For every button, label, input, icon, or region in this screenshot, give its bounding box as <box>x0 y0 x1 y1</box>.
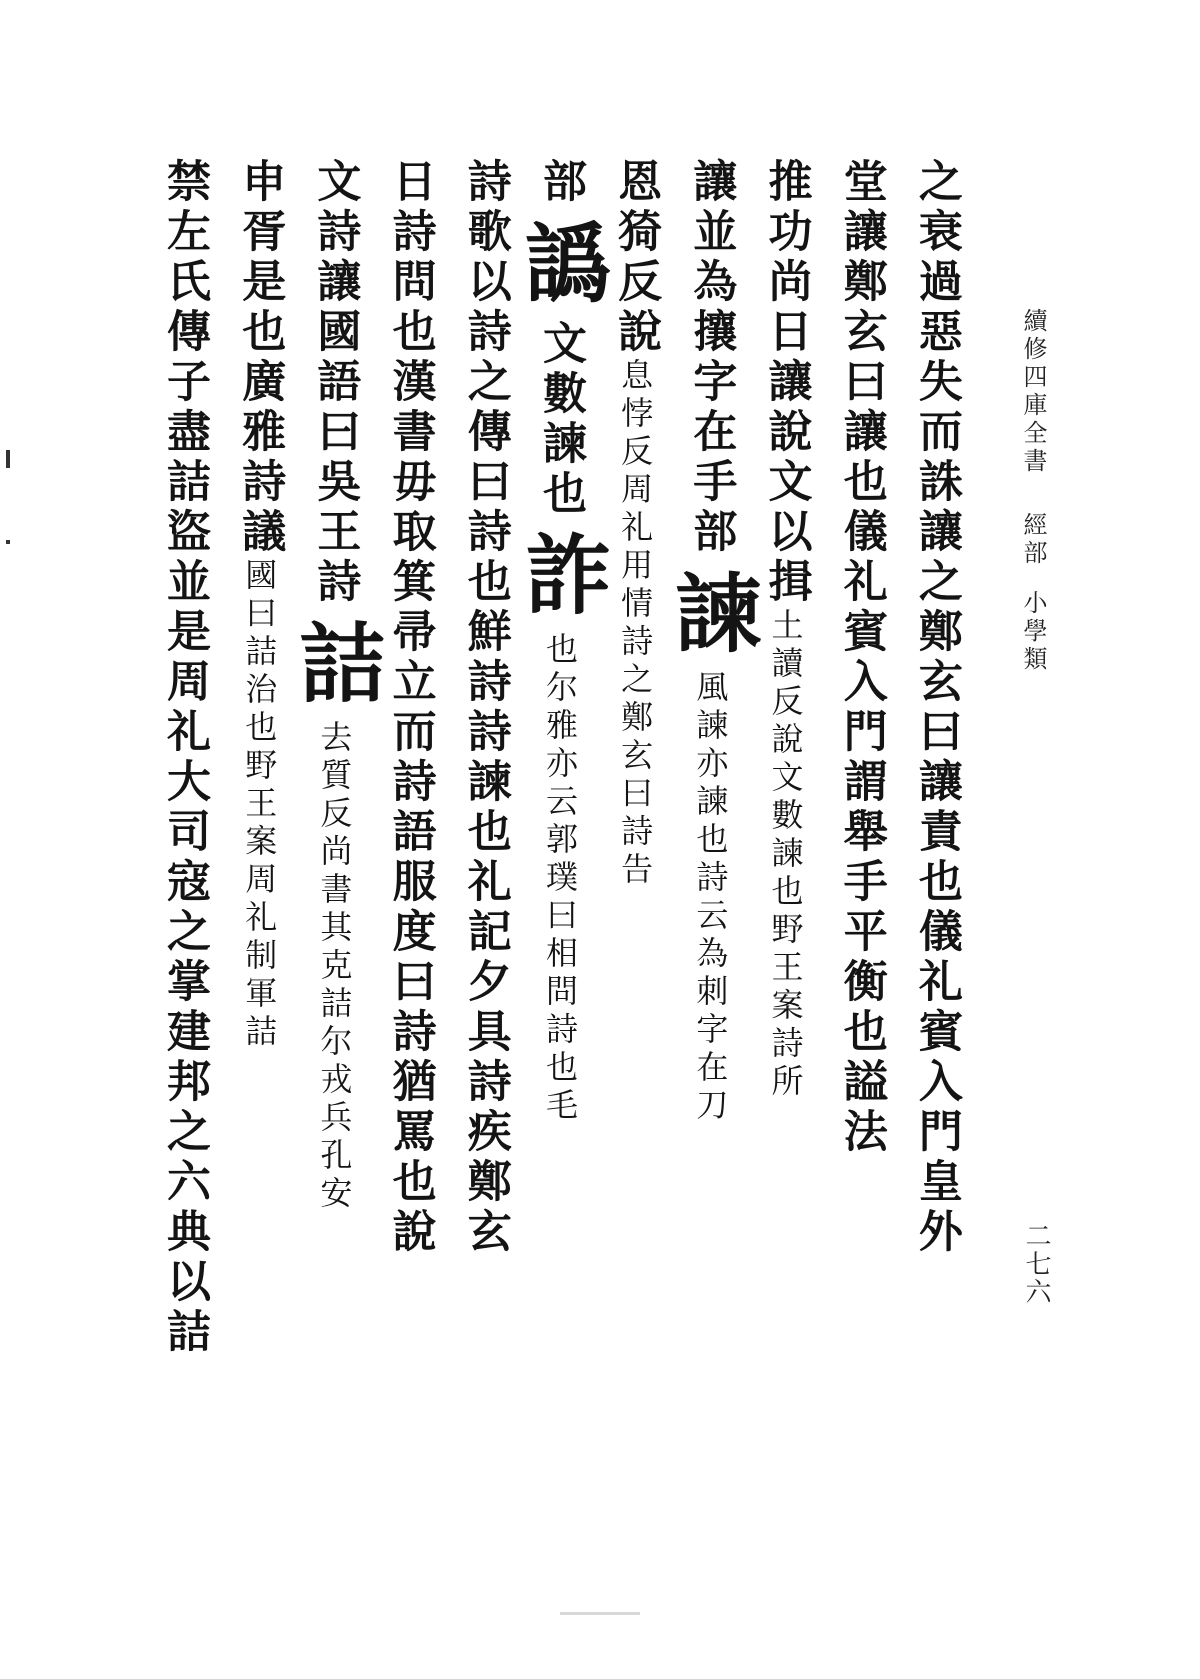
body-text: 之衰過惡失而誅讓之鄭玄曰讓責也儀礼賓入門皇外 <box>910 158 962 1258</box>
book-title: 續修四庫全書 <box>1019 308 1047 476</box>
annotation-text: 去質反尚書其克詰尔戎兵孔安 <box>315 720 354 1214</box>
body-text: 文詩讓國語曰吳王詩 <box>309 158 361 608</box>
body-text: 申胥是也廣雅詩議 <box>234 158 286 558</box>
body-text: 恩猗反說 <box>610 158 662 358</box>
body-text: 部 <box>534 158 586 208</box>
body-text: 日詩問也漢書毋取箕帚立而詩語服度曰詩猶罵也說 <box>384 158 436 1258</box>
text-column <box>376 158 444 1498</box>
text-column <box>150 158 218 1498</box>
headword: 諫 <box>660 568 762 660</box>
body-text: 堂讓鄭玄曰讓也儀礼賓入門謂舉手平衡也謚法 <box>835 158 887 1158</box>
annotation-text: 也尔雅亦云郭璞曰相問詩也毛 <box>540 632 579 1126</box>
body-text: 讓並為攘字在手部 <box>685 158 737 558</box>
page-number: 二七六 <box>1021 1222 1051 1306</box>
main-text-block <box>150 158 970 1498</box>
text-column <box>660 158 762 1498</box>
scan-edge-mark <box>6 540 10 544</box>
scan-edge-mark <box>6 450 10 468</box>
annotation-text: 息悖反周礼用情詩之鄭玄曰詩告 <box>616 358 655 890</box>
headword: 譌 <box>509 218 611 310</box>
body-text: 文數諫也 <box>534 320 586 520</box>
annotation-text: 土讀反說文數諫也野王案詩所 <box>766 608 805 1102</box>
text-column <box>225 158 293 1498</box>
annotation-text: 風諫亦諫也詩云為刺字在刀 <box>691 670 730 1126</box>
text-column <box>902 158 970 1498</box>
text-column <box>752 158 820 1498</box>
text-column <box>827 158 895 1498</box>
body-text: 詩歌以詩之傳曰詩也鮮詩詩諫也礼記夕具詩疾鄭玄 <box>459 158 511 1258</box>
headword: 詰 <box>284 618 386 710</box>
headword: 詐 <box>509 530 611 622</box>
running-header <box>1018 308 1048 674</box>
text-column <box>509 158 611 1498</box>
scan-smudge <box>560 1612 640 1615</box>
text-column <box>451 158 519 1498</box>
category-label: 小學類 <box>1019 590 1047 674</box>
body-text: 禁左氏傳子盡詰盜並是周礼大司寇之掌建邦之六典以詰 <box>159 158 210 1358</box>
annotation-text: 國曰詰治也野王案周礼制軍詰 <box>240 558 279 1052</box>
text-column <box>284 158 386 1498</box>
body-text: 推功尚日讓說文以揖 <box>760 158 812 608</box>
section-label: 經部 <box>1019 512 1047 568</box>
text-column <box>601 158 669 1498</box>
